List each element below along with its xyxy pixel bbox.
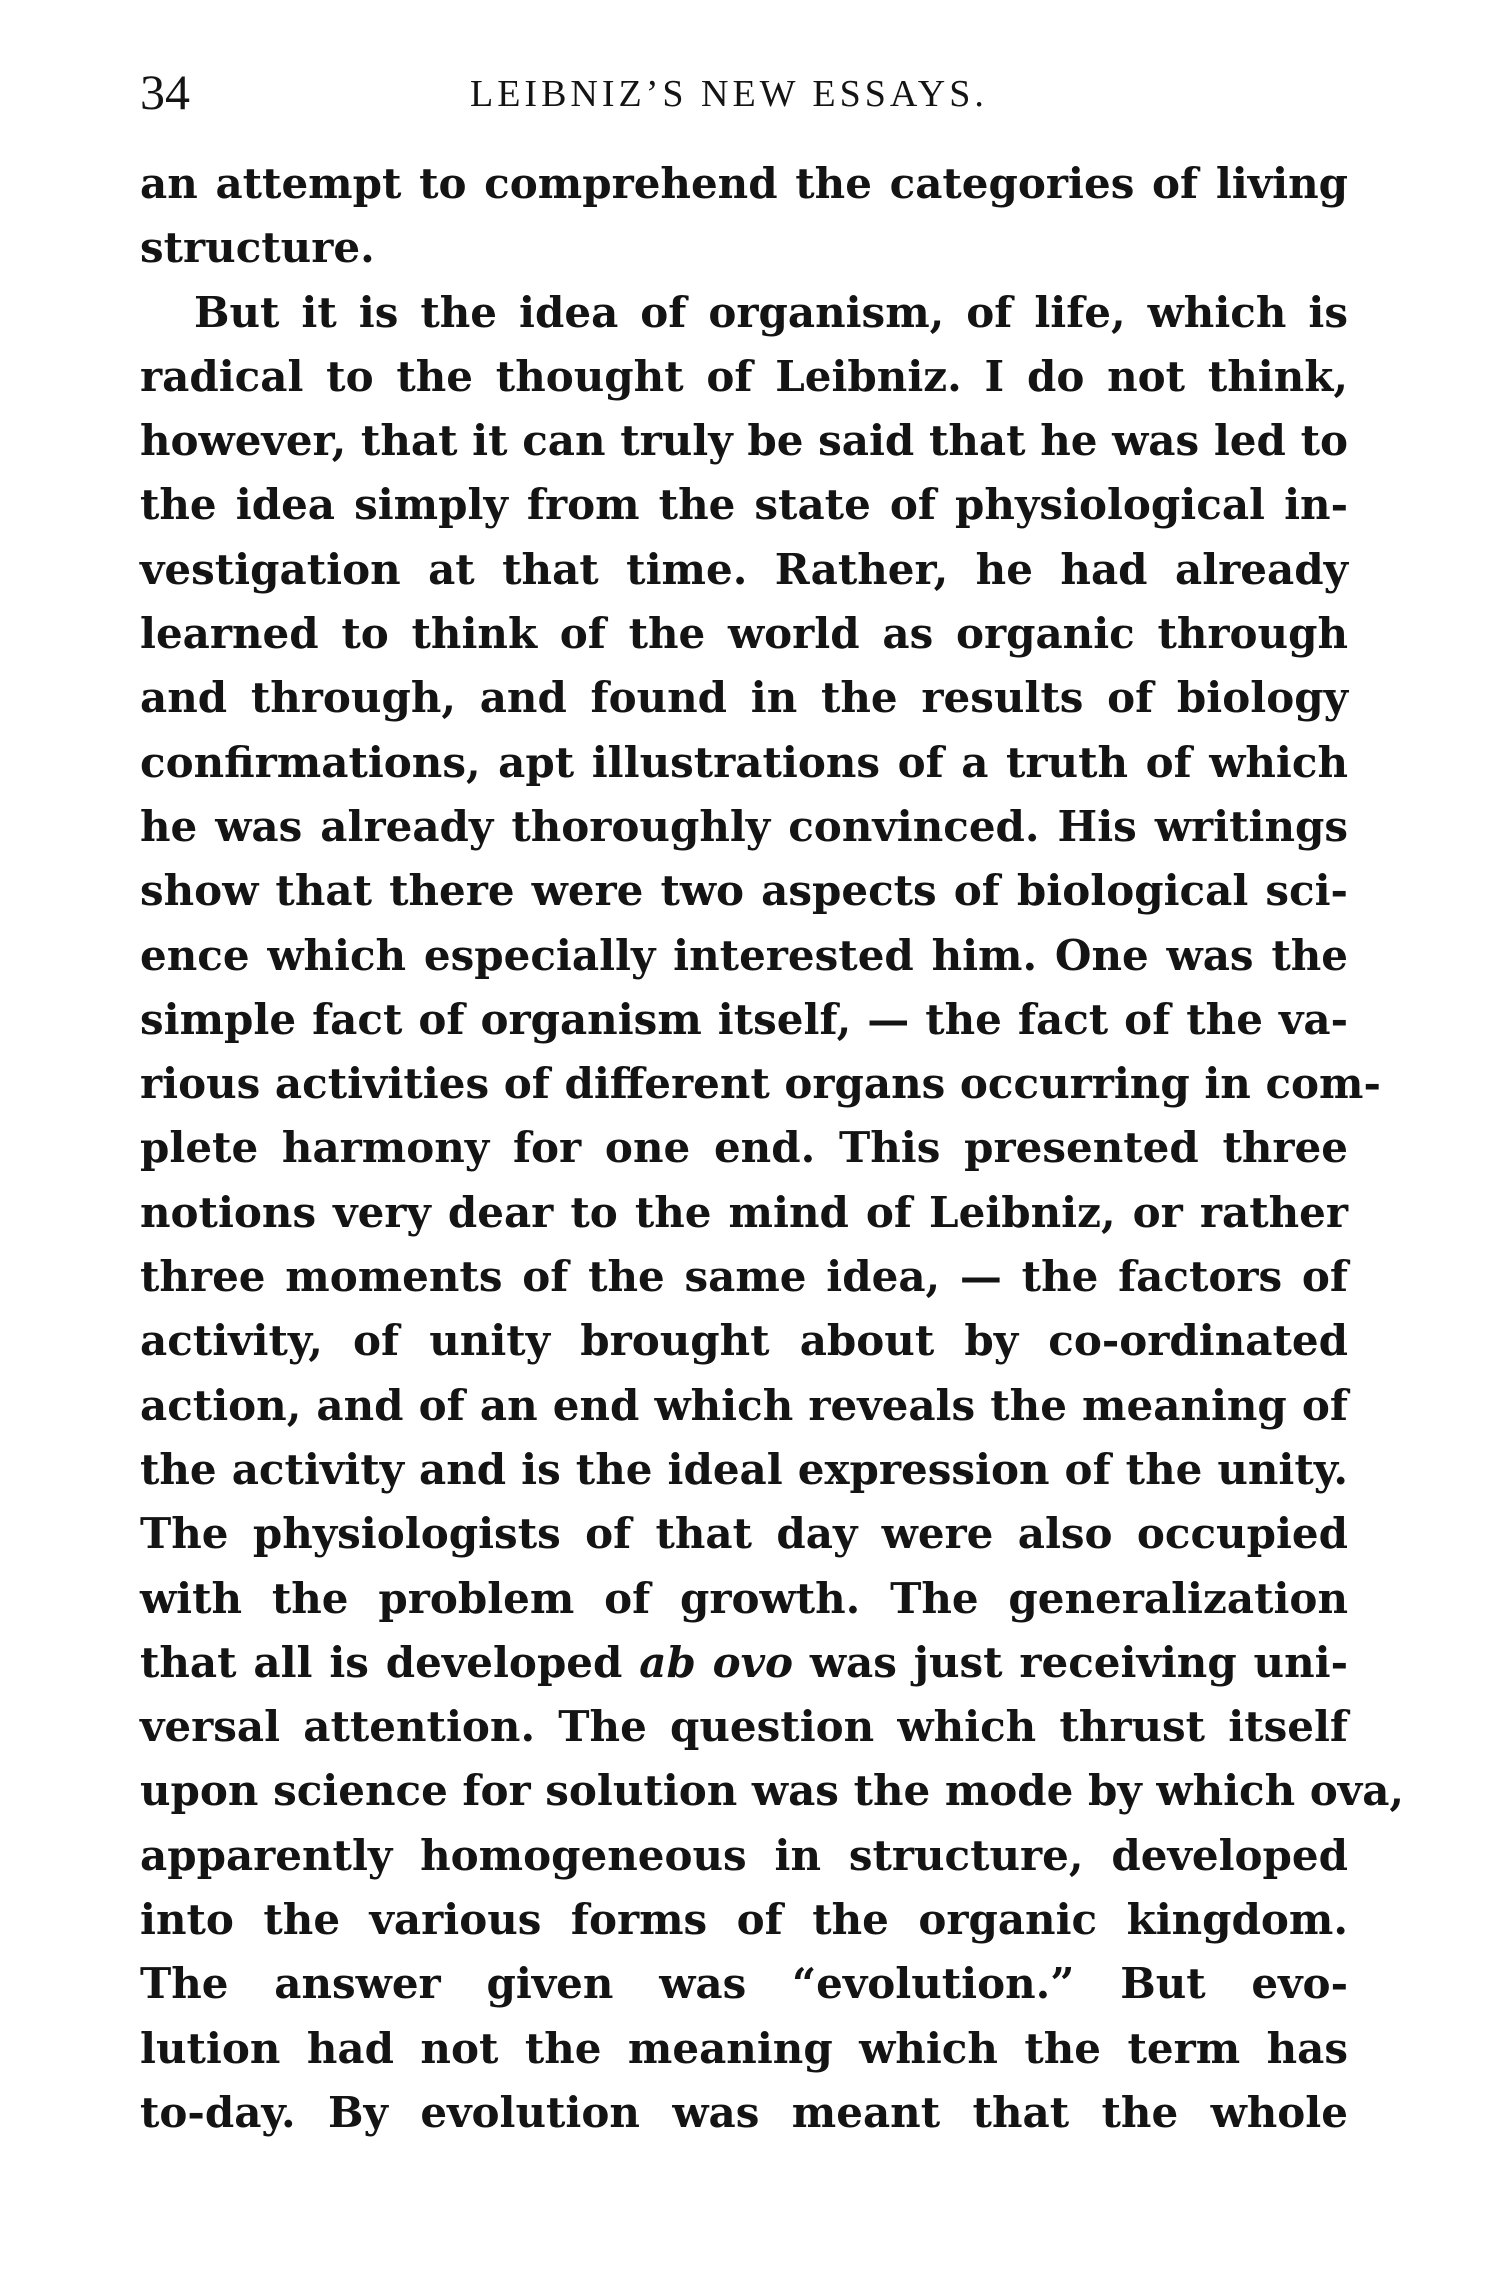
running-head bbox=[140, 62, 1340, 122]
text-line: three moments of the same idea, — the factors of bbox=[140, 1252, 1348, 1302]
text-line: show that there were two aspects of biological sci- bbox=[140, 866, 1348, 916]
text-line: The physiologists of that day were also occupied bbox=[140, 1509, 1348, 1559]
text-line: structure. bbox=[140, 223, 375, 273]
text-line: radical to the thought of Leibniz. I do not think, bbox=[140, 351, 1348, 401]
body-text bbox=[140, 152, 1405, 2145]
text-line: into the various forms of the organic kingdom. bbox=[140, 1895, 1348, 1945]
italic-phrase: ab ovo bbox=[639, 1637, 794, 1687]
text-line: he was already thoroughly convinced. His writings bbox=[140, 801, 1348, 851]
text-line: But it is the idea of organism, of life, which is bbox=[194, 287, 1348, 337]
text-line: action, and of an end which reveals the meaning of bbox=[140, 1380, 1348, 1430]
text-segment: was just receiving uni- bbox=[793, 1637, 1349, 1687]
text-line: activity, of unity brought about by co-ordinated bbox=[140, 1316, 1348, 1366]
text-line: and through, and found in the results of biology bbox=[140, 673, 1348, 723]
text-line: lution had not the meaning which the term has bbox=[140, 2023, 1348, 2073]
text-line: an attempt to comprehend the categories of living bbox=[140, 159, 1348, 208]
text-line: with the problem of growth. The generalization bbox=[140, 1573, 1348, 1623]
text-line: rious activities of different organs occurring in com- bbox=[140, 1059, 1381, 1109]
text-line: the activity and is the ideal expression of the unity. bbox=[140, 1444, 1348, 1494]
text-line: confirmations, apt illustrations of a truth of which bbox=[140, 737, 1348, 787]
text-line: notions very dear to the mind of Leibniz, or rather bbox=[140, 1187, 1348, 1237]
text-line: ence which especially interested him. One was the bbox=[140, 930, 1348, 980]
text-segment: that all is developed bbox=[140, 1637, 640, 1687]
text-line: versal attention. The question which thrust itself bbox=[140, 1702, 1348, 1752]
text-line: learned to think of the world as organic through bbox=[140, 609, 1348, 659]
text-line: vestigation at that time. Rather, he had already bbox=[140, 544, 1348, 594]
page-number: 34 bbox=[140, 64, 190, 120]
text-line: apparently homogeneous in structure, developed bbox=[140, 1830, 1348, 1880]
text-line: upon science for solution was the mode by which ova, bbox=[140, 1766, 1405, 1816]
text-line: simple fact of organism itself, — the fact of the va- bbox=[140, 994, 1348, 1044]
text-line-italic bbox=[140, 1631, 1348, 1695]
running-title: LEIBNIZ’S NEW ESSAYS. bbox=[470, 73, 988, 115]
text-line: however, that it can truly be said that he was led to bbox=[140, 416, 1348, 466]
text-line: The answer given was “evolution.” But evo- bbox=[140, 1959, 1348, 2009]
text-line: plete harmony for one end. This presented three bbox=[140, 1123, 1348, 1173]
text-line: to-day. By evolution was meant that the whole bbox=[140, 2087, 1348, 2137]
text-line: the idea simply from the state of physiological in- bbox=[140, 480, 1348, 530]
